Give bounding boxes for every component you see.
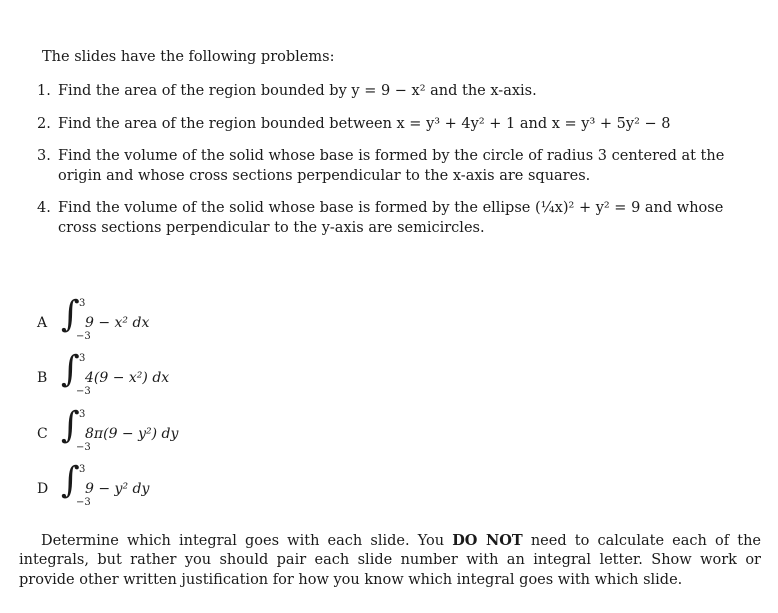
problem-number: 1. xyxy=(37,83,51,99)
problem-text: Find the area of the region bounded between x = y³ + 4y² + 1 and x = y³ + 5y² − 8 xyxy=(58,116,671,132)
upper-limit: 3 xyxy=(79,464,86,475)
lower-limit: −3 xyxy=(76,386,91,397)
upper-limit: 3 xyxy=(79,353,86,364)
problem-text: Find the area of the region bounded by y = 9 − x² and the x-axis. xyxy=(58,83,537,99)
problem-text: Find the volume of the solid whose base is formed by the circle of radius 3 centered at the origin and whose cross sections perpendicular to the x-axis are squares. xyxy=(58,148,725,184)
integral-sign-icon: ∫ xyxy=(61,349,80,390)
problem-1 xyxy=(37,81,762,101)
upper-limit: 3 xyxy=(79,409,86,420)
problem-text: Find the volume of the solid whose base is formed by the ellipse (¼x)² + y² = 9 and whose cross sections perpendicular to the y-axis are semicircles. xyxy=(58,200,724,236)
integral-sign-icon: ∫ xyxy=(61,405,80,446)
integrand: 4(9 − x²) dx xyxy=(85,370,170,386)
option-letter: C xyxy=(37,426,48,442)
instructions-part-1: Determine which integral goes with each slide. You xyxy=(41,532,453,549)
problem-4 xyxy=(37,198,762,238)
problem-number: 4. xyxy=(37,200,51,216)
instructions-part-2: need to calculate each of the integrals, but rather you should pair each slide number with an integral letter. Show work or provide other written justification for how you know which integral goes with which slide. xyxy=(19,532,761,588)
integral-sign-icon: ∫ xyxy=(61,294,80,335)
integrand: 9 − x² dx xyxy=(85,315,150,331)
problem-number: 3. xyxy=(37,148,51,164)
option-letter: B xyxy=(37,370,48,386)
instructions-paragraph xyxy=(19,531,761,591)
option-letter: A xyxy=(37,315,48,331)
option-letter: D xyxy=(37,481,49,497)
instructions-emphasis: DO NOT xyxy=(452,531,523,549)
integrand: 8π(9 − y²) dy xyxy=(85,426,179,442)
problem-number: 2. xyxy=(37,116,51,132)
upper-limit: 3 xyxy=(79,298,86,309)
problem-3 xyxy=(37,146,762,186)
lower-limit: −3 xyxy=(76,442,91,453)
lower-limit: −3 xyxy=(76,497,91,508)
intro-text: The slides have the following problems: xyxy=(42,49,335,65)
lower-limit: −3 xyxy=(76,331,91,342)
problem-2 xyxy=(37,114,762,134)
integrand: 9 − y² dy xyxy=(85,481,150,497)
integral-sign-icon: ∫ xyxy=(61,460,80,501)
